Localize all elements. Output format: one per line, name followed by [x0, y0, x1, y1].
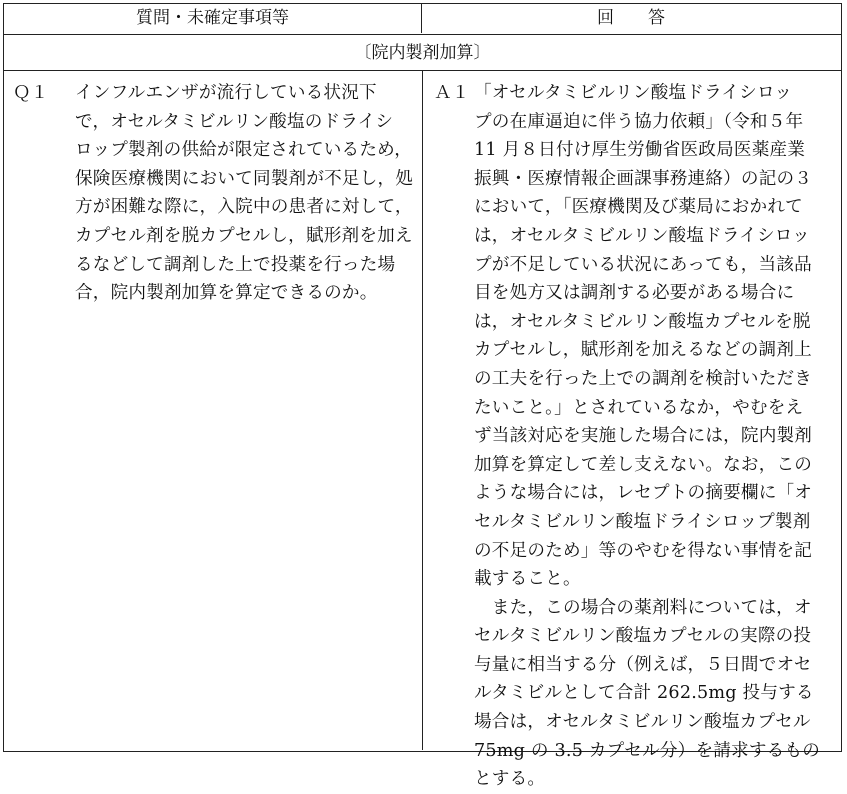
answer-line — [434, 365, 834, 394]
header-question-column: 質問・未確定事項等 — [4, 4, 422, 33]
answer-text: 加算を算定して差し支えない。なお，この — [474, 454, 813, 475]
answer-text: において，「医療機関及び薬局におかれて — [474, 197, 803, 218]
answer-line — [434, 479, 834, 508]
question-text: るなどして調剤した上で投薬を行った場 — [75, 254, 396, 275]
answer-text: の工夫を行った上での調剤を検討いただき — [474, 368, 813, 389]
qa-body-row — [4, 71, 841, 790]
answer-text: は，オセルタミビルリン酸塩ドライシロッ — [474, 225, 810, 246]
answer-text: とする。 — [474, 769, 546, 790]
answer-text: 「オセルタミビルリン酸塩ドライシロッ — [474, 83, 793, 103]
answer-text: セルタミビルリン酸塩ドライシロップ製剤 — [474, 511, 811, 532]
question-line — [13, 251, 413, 280]
answer-line — [434, 251, 834, 280]
answer-text: また，この場合の薬剤料については，オ — [474, 597, 812, 618]
question-label: Ｑ１ — [13, 83, 49, 103]
table-header-row — [4, 4, 841, 35]
header-answer-column: 回 答 — [597, 8, 665, 28]
question-line — [13, 136, 413, 165]
answer-line — [434, 594, 834, 623]
question-line — [13, 79, 413, 108]
answer-line — [434, 279, 834, 308]
question-line — [13, 108, 413, 137]
answer-line — [434, 394, 834, 423]
answer-text: ず当該対応を実施した場合には，院内製剤 — [474, 426, 813, 447]
question-text: で，オセルタミビルリン酸塩のドライシ — [75, 111, 394, 132]
question-text: 保険医療機関において同製剤が不足し，処 — [75, 168, 414, 189]
question-text: インフルエンザが流行している状況下 — [75, 83, 377, 103]
answer-line — [434, 622, 834, 651]
answer-line — [434, 708, 834, 737]
answer-line — [434, 136, 834, 165]
answer-line — [434, 765, 834, 794]
answer-text: たいこと。」とされているなか，やむをえ — [474, 397, 804, 418]
answer-line — [434, 422, 834, 451]
answer-text: プが不足している状況にあっても，当該品 — [474, 254, 812, 275]
answer-text: 目を処方又は調剤する必要がある場合に — [474, 283, 795, 304]
answer-line — [434, 737, 834, 766]
answer-text: プの在庫逼迫に伴う協力依頼」（令和５年 — [474, 111, 804, 132]
answer-text: ルタミビルとして合計 262.5mg 投与する — [474, 683, 814, 704]
question-line — [13, 279, 413, 308]
answer-cell — [434, 79, 834, 794]
answer-line — [434, 565, 834, 594]
question-line — [13, 222, 413, 251]
question-line — [13, 165, 413, 194]
question-text: 方が困難な際に，入院中の患者に対して， — [75, 197, 413, 218]
answer-text: セルタミビルリン酸塩カプセルの実際の投 — [474, 626, 812, 647]
answer-text: カプセルし，賦形剤を加えるなどの調剤上 — [474, 340, 812, 361]
section-title: 〔院内製剤加算〕 — [4, 35, 841, 71]
answer-line — [434, 508, 834, 537]
question-text: ロップ製剤の供給が限定されているため， — [75, 140, 413, 161]
answer-line — [434, 79, 834, 108]
column-divider — [422, 71, 423, 750]
answer-text: 振興・医療情報企画課事務連絡）の記の３ — [474, 168, 813, 189]
answer-line — [434, 537, 834, 566]
question-cell — [13, 79, 413, 308]
answer-line — [434, 679, 834, 708]
answer-label: Ａ１ — [434, 83, 470, 103]
answer-text: ような場合には，レセプトの摘要欄に「オ — [474, 483, 813, 504]
answer-line — [434, 108, 834, 137]
question-text: 合，院内製剤加算を算定できるのか。 — [75, 283, 378, 304]
qa-table — [3, 3, 842, 790]
answer-text: 場合は，オセルタミビルリン酸塩カプセル — [474, 712, 811, 733]
answer-line — [434, 336, 834, 365]
answer-line — [434, 222, 834, 251]
answer-text: 75mg の 3.5 カプセル分）を請求するもの — [474, 740, 821, 761]
answer-line — [434, 451, 834, 480]
answer-text: 与量に相当する分（例えば，５日間でオセ — [474, 654, 812, 675]
answer-text: 載すること。 — [474, 569, 581, 590]
answer-line — [434, 651, 834, 680]
answer-line — [434, 165, 834, 194]
answer-line — [434, 193, 834, 222]
question-text: カプセル剤を脱カプセルし，賦形剤を加え — [75, 225, 413, 246]
answer-line — [434, 308, 834, 337]
answer-text: 11 月８日付け厚生労働省医政局医薬産業 — [474, 140, 806, 161]
answer-text: の不足のため」等のやむを得ない事情を記 — [474, 540, 813, 561]
answer-text: は，オセルタミビルリン酸塩カプセルを脱 — [474, 311, 811, 332]
question-line — [13, 193, 413, 222]
